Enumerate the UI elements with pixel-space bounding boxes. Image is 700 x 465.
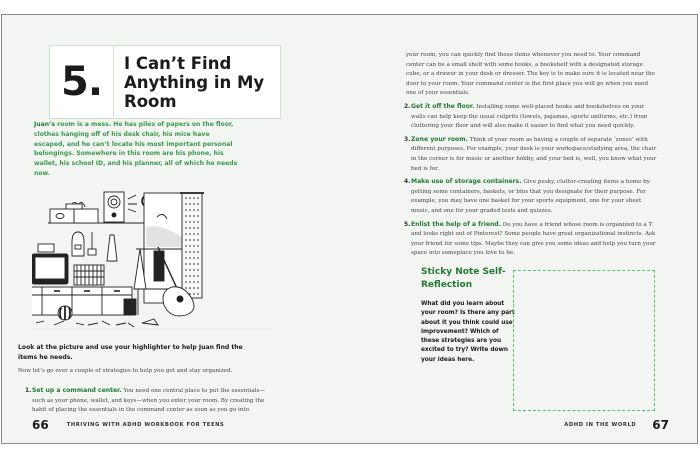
- strategy-list-left: [18, 386, 268, 419]
- list-item: [18, 386, 268, 416]
- footer-right: [564, 418, 669, 432]
- list-item: [397, 177, 659, 216]
- list-item: [397, 135, 659, 174]
- intro-name: Juan’s: [34, 121, 55, 128]
- list-text: You need one central place to put the essentials—such as your phone, wallet, and keys—when you enter your room. By creating the habit of placing the essentials in the command center as soon as you go into: [32, 388, 265, 414]
- list-heading: Make use of storage containers.: [411, 178, 522, 186]
- list-item: [397, 102, 659, 132]
- sticky-note-title: Sticky Note Self-Reflection: [421, 267, 506, 290]
- intro-text: room is a mess. He has piles of papers on the floor, clothes hanging off of his desk chair, his mice have escaped, and he can’t locate his most important personal belongings. Somewhere in this room are his phone, his wallet, his school ID, and his planner, all of which he needs now.: [34, 121, 238, 177]
- list-number: 2.: [404, 103, 411, 110]
- chapter-title-box: [49, 45, 281, 119]
- list-heading: Get it off the floor.: [411, 103, 475, 110]
- list-text: Installing some well-placed hooks and bookshelves on your walls can help keep the usual culprits (towels, pajamas, sports uniforms, etc.) from cluttering your floor and will also make it easier to find what you need quickly.: [411, 104, 648, 130]
- list-heading: Zone your room.: [411, 135, 468, 143]
- footer-left: [32, 418, 224, 432]
- sticky-note-prompt: What did you learn about your room? Is there any part about it you think could use improvement? Which of these strategies are you excited to try? Write down your ideas here.: [421, 301, 515, 363]
- list-heading: Set up a command center.: [32, 387, 122, 394]
- list-number: 4.: [404, 178, 411, 186]
- running-head-left: THRIVING WITH ADHD WORKBOOK FOR TEENS: [66, 422, 225, 428]
- list-item: [397, 220, 659, 259]
- instruction-text: Look at the picture and use your highlighter to help Juan find the items he needs.: [18, 344, 243, 361]
- book-spread: [1, 14, 698, 444]
- right-page: [351, 15, 699, 443]
- running-head-right: ADHD IN THE WORLD: [564, 422, 637, 428]
- list-number: 1.: [25, 387, 32, 394]
- list-text: Think of your room as having a couple of separate ‘zones’ with different purposes. For example, your desk is your workspace/studying area, the chair in the corner is for music or another hobby, and your bed is, well, you know what your bed is for.: [411, 136, 657, 172]
- list-text: Give pesky, clutter-creating items a home by getting some containers, baskets, or bins that you designate for their purpose. For example, you may have one basket for your sports equipment, one for your sheet music, and one for your graded tests and quizzes.: [411, 179, 650, 214]
- page-number-left: 66: [32, 418, 49, 432]
- intro-paragraph: [34, 120, 239, 179]
- chapter-number: 5.: [50, 46, 114, 118]
- list-number: 3.: [404, 135, 411, 143]
- lead-text: Now let’s go over a couple of strategies to help you get and stay organized.: [18, 368, 233, 374]
- chapter-title: I Can’t Find Anything in My Room: [124, 54, 265, 111]
- continuation-text: your room, you can quickly find those items whenever you need to. Your command center can be a small shelf with some hooks, a bookshelf with a designated storage cube, or a drawer in your desk or dresser. The key is to make sure it is located near the door to your room. Your command center is the first place you will go when you need one of your essentials.: [406, 52, 655, 97]
- list-heading: Enlist the help of a friend.: [411, 220, 501, 228]
- page-number-right: 67: [652, 418, 669, 432]
- left-page: [2, 15, 350, 443]
- list-number: 5.: [404, 220, 411, 228]
- strategy-list-right: [397, 102, 659, 262]
- list-text: Do you have a friend whose room is organized to a T and looks right out of Pinterest? Some people have great organizational instincts. Ask your friend for some tips. Maybe they can give you some ideas and help you turn your space into someplace you love to be.: [411, 221, 656, 257]
- sticky-note-writing-area[interactable]: [513, 270, 655, 411]
- messy-room-illustration: [32, 187, 322, 349]
